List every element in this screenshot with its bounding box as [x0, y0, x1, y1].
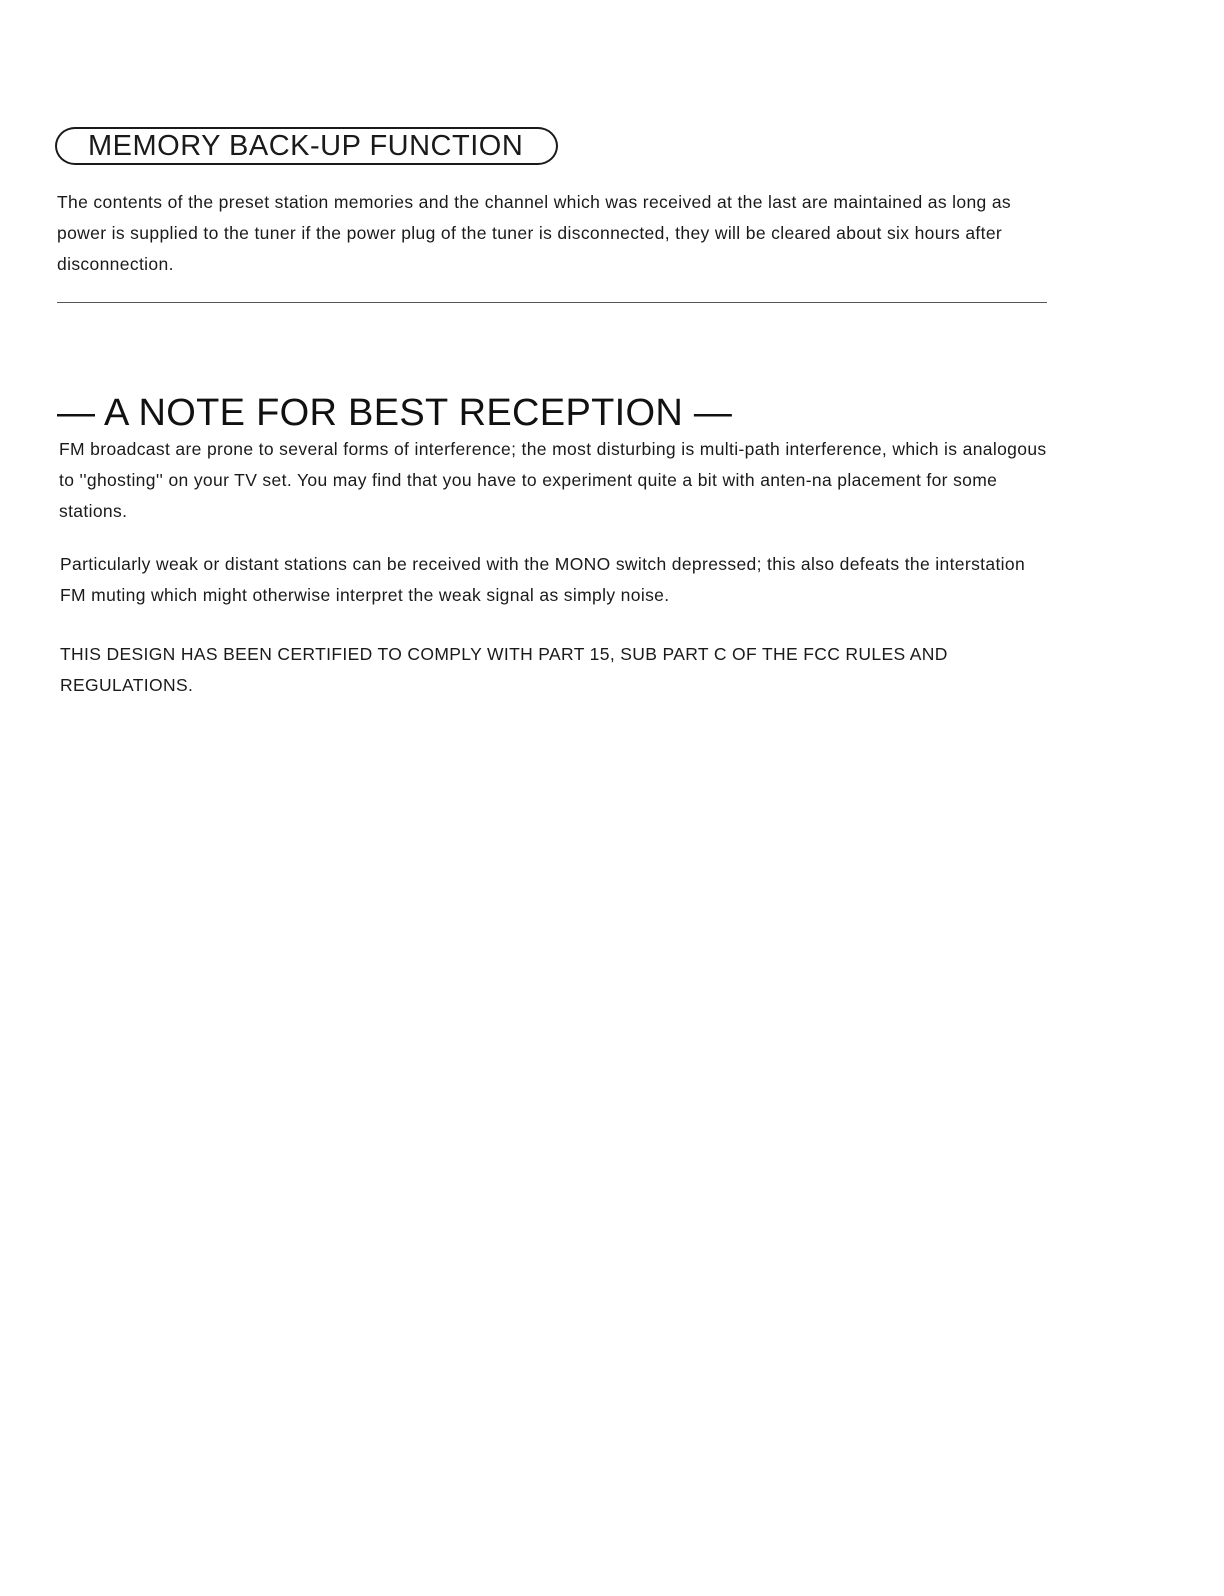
fcc-compliance-statement: THIS DESIGN HAS BEEN CERTIFIED TO COMPLY WITH PART 15, SUB PART C OF THE FCC RULES AND REGULATIONS.: [60, 644, 948, 695]
section-divider: [57, 302, 1047, 303]
memory-section-title: MEMORY BACK-UP FUNCTION: [88, 130, 524, 162]
reception-paragraph-2: Particularly weak or distant stations can be received with the MONO switch depressed; this also defeats the interstation FM muting which might otherwise interpret the weak signal as simply noise.: [60, 554, 1026, 605]
memory-section-body: The contents of the preset station memories and the channel which was received at the last are maintained as long as power is supplied to the tuner if the power plug of the tuner is disconnected, they will be cleared about six hours after disconnection.: [57, 192, 1012, 274]
reception-note-heading: — A NOTE FOR BEST RECEPTION —: [57, 392, 733, 434]
reception-paragraph-1: FM broadcast are prone to several forms of interference; the most disturbing is multi-path interference, which is analogous to ''ghosting'' on your TV set. You may find that you have to experiment quite a bit with anten-na placement for some stations.: [59, 439, 1047, 521]
